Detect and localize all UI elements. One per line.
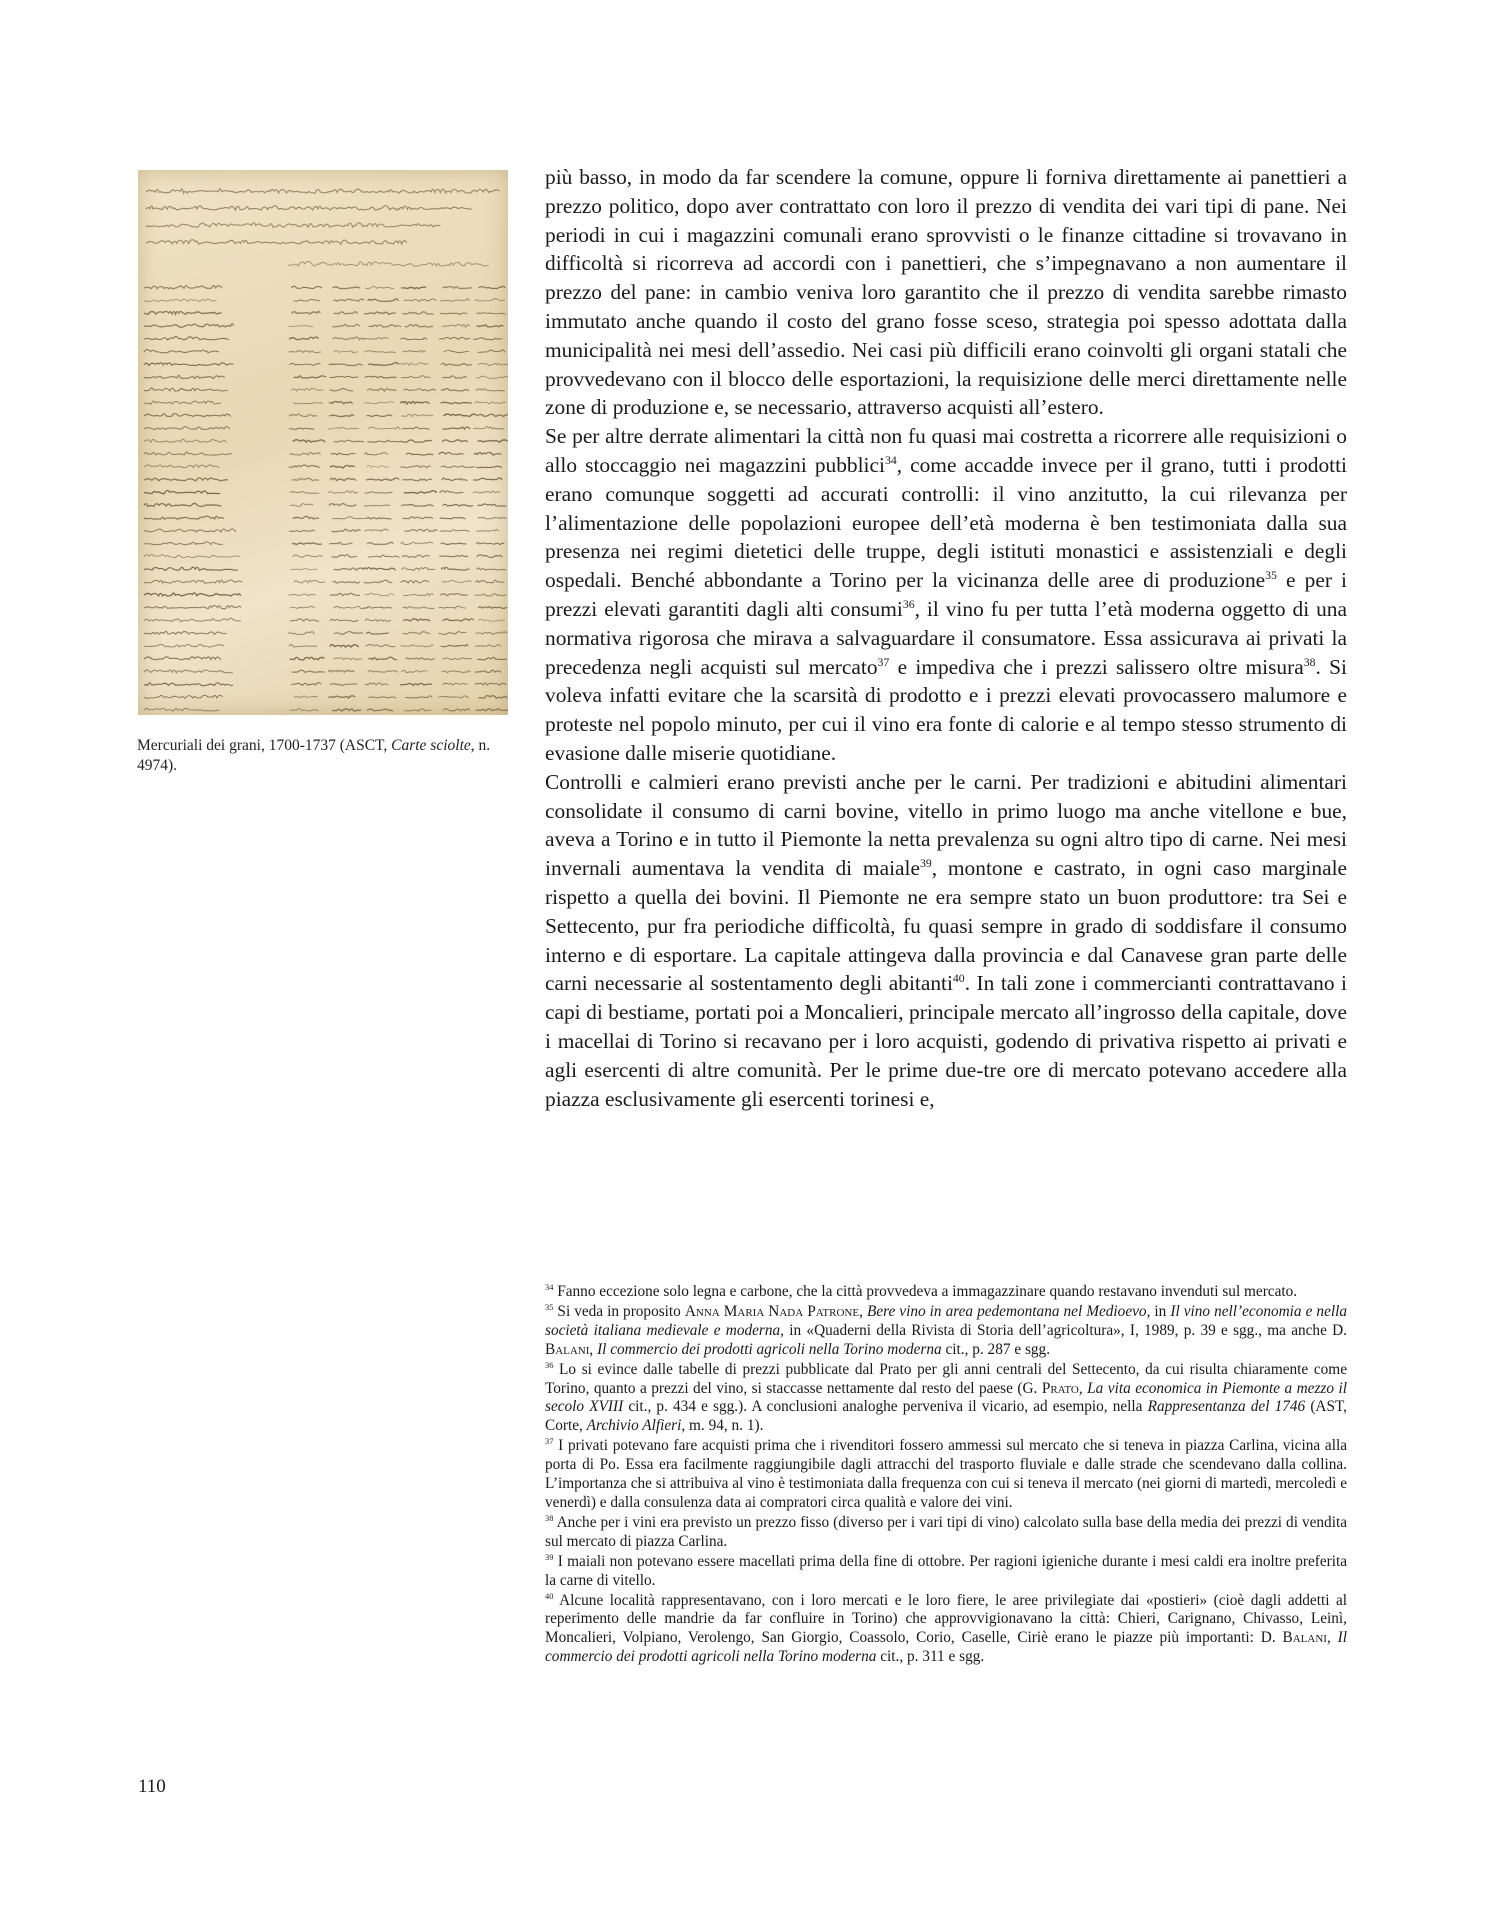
handwriting-stroke: [289, 351, 321, 353]
handwriting-stroke: [402, 517, 433, 519]
handwriting-stroke: [473, 491, 500, 493]
handwriting-stroke: [402, 555, 430, 557]
handwriting-stroke: [144, 375, 225, 378]
handwriting-stroke: [144, 593, 241, 596]
handwriting-stroke: [476, 543, 504, 545]
handwriting-stroke: [477, 414, 508, 416]
handwriting-stroke: [363, 568, 395, 571]
handwriting-stroke: [402, 632, 430, 634]
handwriting-stroke: [364, 505, 390, 506]
handwriting-stroke: [478, 286, 505, 288]
handwriting-stroke: [476, 376, 508, 378]
handwriting-stroke: [440, 594, 467, 596]
handwriting-stroke: [294, 580, 325, 583]
handwriting-stroke: [144, 324, 234, 328]
manuscript-ledger-image: [138, 170, 508, 715]
handwriting-stroke: [438, 632, 466, 635]
handwriting-stroke: [402, 568, 436, 571]
handwriting-stroke: [289, 465, 320, 468]
handwriting-stroke: [403, 619, 430, 621]
handwriting-stroke: [290, 657, 325, 660]
handwriting-stroke: [334, 312, 358, 314]
handwriting-stroke: [365, 492, 393, 493]
handwriting-stroke: [288, 261, 489, 266]
handwriting-stroke: [366, 478, 399, 480]
handwriting-stroke: [440, 299, 469, 302]
paragraph-2: Se per altre derrate alimentari la città non fu quasi mai costretta a ricorrere alle requisizioni o allo stoccaggio nei magazzini pubblici$^{34}$, come accadde invece per il grano, tutti i prodotti erano comunque soggetti ad accurati controlli: il vino anzitutto, la cui rilevanza per l’alimentazione delle popolazioni europee dell’età moderna è ben testimoniata dalla sua presenza nei regimi dietetici delle truppe, degli istituti monastici e assistenziali e degli ospedali. Benché abbondante a Torino per la vicinanza delle aree di produzione$^{35}$ e per i prezzi elevati garantiti dagli alti consumi$^{36}$, il vino fu per tutta l’età moderna oggetto di una normativa rigorosa che mirava a salvaguardare il consumatore. Essa assicurava ai privati la precedenza negli acquisti sul mercato$^{37}$ e impediva che i prezzi salissero oltre misura$^{38}$. Si voleva infatti evitare che la scarsità di prodotto e i prezzi elevati provocassero malumore e proteste nel popolo minuto, per cui il vino era fonte di calorie e al tempo stesso strumento di evasione dalle miserie quotidiane.: [545, 424, 1348, 765]
handwriting-stroke: [365, 683, 388, 685]
handwriting-stroke: [442, 580, 471, 582]
handwriting-stroke: [368, 299, 399, 302]
handwriting-stroke: [332, 287, 359, 289]
handwriting-stroke: [144, 670, 233, 673]
handwriting-stroke: [401, 414, 433, 416]
handwriting-stroke: [292, 311, 320, 314]
handwriting-stroke: [290, 492, 319, 494]
handwriting-stroke: [144, 695, 223, 698]
footnote-ref-36[interactable]: 36: [902, 597, 915, 611]
handwriting-stroke: [368, 555, 399, 557]
footnote-36: $^{36}$ Lo si evince dalle tabelle di prezzi pubblicate dal Prato per gli anni centrali del Settecento, da cui risulta chiaramente come Torino, quanto a prezzi del vino, si staccasse nettamente dal resto del paese (G. Prato, La vita economica in Piemonte a mezzo il secolo XVIII cit., p. 434 e sgg.). A conclusioni analoghe perveniva il vicario, ad esempio, nella Rappresentanza del 1746 (AST, Corte, Archivio Alfieri, m. 94, n. 1).: [545, 1360, 1348, 1435]
handwriting-stroke: [443, 683, 468, 685]
handwriting-stroke: [479, 696, 508, 699]
handwriting-stroke: [332, 324, 360, 327]
handwriting-stroke: [144, 708, 219, 711]
handwriting-stroke: [144, 631, 226, 634]
handwriting-stroke: [475, 632, 507, 635]
handwriting-stroke: [406, 453, 433, 455]
handwriting-stroke: [334, 351, 358, 353]
handwriting-stroke: [292, 670, 325, 672]
handwriting-stroke: [144, 555, 240, 558]
handwriting-stroke: [144, 606, 241, 609]
handwriting-stroke: [144, 286, 222, 289]
handwriting-stroke: [367, 465, 389, 467]
handwriting-stroke: [473, 427, 504, 430]
handwriting-stroke: [332, 517, 367, 519]
handwriting-stroke: [293, 555, 323, 558]
handwriting-stroke: [331, 453, 356, 455]
footnote-40: $^{40}$ Alcune località rappresentavano, con i loro mercati e le loro fiere, le aree privilegiate dai «postieri» (cioè dagli addetti al reperimento delle mandrie da far confluire in Torino) che approvvigionavano la città: Chieri, Carignano, Chivasso, Leinì, Moncalieri, Volpiano, Verolengo, San Giorgio, Coassolo, Corio, Caselle, Ciriè erano le piazze più importanti: D. Balani, Il commercio dei prodotti agricoli nella Torino moderna cit., p. 311 e sgg.: [545, 1591, 1347, 1666]
handwriting-stroke: [144, 414, 231, 417]
handwriting-stroke: [478, 350, 505, 353]
handwriting-stroke: [144, 363, 233, 366]
handwriting-stroke: [403, 607, 434, 609]
handwriting-stroke: [441, 466, 475, 468]
handwriting-stroke: [473, 478, 502, 480]
handwriting-stroke: [475, 683, 506, 685]
handwriting-stroke: [474, 299, 505, 301]
handwriting-stroke: [442, 324, 470, 327]
handwriting-stroke: [474, 594, 506, 596]
handwriting-stroke: [333, 581, 360, 583]
handwriting-stroke: [443, 504, 473, 506]
handwriting-stroke: [405, 325, 433, 327]
handwriting-stroke: [364, 580, 393, 583]
handwriting-stroke: [364, 312, 395, 314]
handwriting-stroke: [144, 580, 242, 583]
handwriting-stroke: [401, 287, 426, 289]
handwriting-stroke: [330, 684, 357, 686]
footnote-ref-40[interactable]: 40: [952, 972, 965, 986]
handwriting-stroke: [440, 313, 467, 314]
handwriting-stroke: [288, 632, 314, 635]
handwriting-stroke: [401, 645, 434, 647]
handwriting-stroke: [367, 517, 391, 519]
handwriting-stroke: [144, 452, 232, 455]
handwriting-stroke: [439, 555, 468, 557]
footnote-35: $^{35}$ Si veda in proposito Anna Maria Nada Patrone, Bere vino in area pedemontana nel Medioevo, in Il vino nell’economia e nella società italiana medievale e moderna, in «Quaderni della Rivista di Storia dell’agricoltura», I, 1989, p. 39 e sgg., ma anche D. Balani, Il commercio dei prodotti agricoli nella Torino moderna cit., p. 287 e sgg.: [545, 1302, 1348, 1358]
handwriting-stroke: [329, 415, 354, 417]
handwriting-stroke: [329, 364, 363, 366]
handwriting-stroke: [442, 376, 467, 378]
handwriting-stroke: [329, 504, 356, 506]
handwriting-stroke: [334, 568, 364, 570]
handwriting-stroke: [475, 645, 501, 647]
handwriting-stroke: [443, 709, 470, 711]
handwriting-stroke: [364, 351, 396, 353]
handwriting-stroke: [365, 453, 388, 455]
handwriting-stroke: [440, 491, 464, 493]
handwriting-stroke: [443, 658, 472, 660]
paragraph-1: più basso, in modo da far scendere la comune, oppure li forniva direttamente ai panettieri a prezzo politico, dopo aver contrattato con loro il prezzo di vendita dei vari tipi di pane. Nei periodi in cui i magazzini comunali erano sprovvisti o le finanze cittadine si trovavano in difficoltà si ricorreva ad accordi con i panettieri, che s’impegnavano a non aumentare il prezzo del pane: in cambio veniva loro garantito che il prezzo di vendita sarebbe rimasto immutato anche quando il costo del grano fosse sceso, strategia poi spesso adottata dalla municipalità nei mesi dell’assedio. Nei casi più difficili erano coinvolti gli organi statali che provvedevano con il blocco delle esportazioni, la requisizione delle merci direttamente nelle zone di produzione e, se necessario, attraverso acquisti all’estero.: [545, 165, 1347, 420]
footnote-38: $^{38}$ Anche per i vini era previsto un prezzo fisso (diverso per i vari tipi di vino) calcolato sulla base della media dei prezzi di vendita sul mercato di piazza Carlina.: [545, 1513, 1347, 1550]
handwriting-stroke: [328, 670, 354, 672]
footnote-ref-35[interactable]: 35: [1265, 569, 1277, 583]
handwriting-stroke: [289, 594, 316, 596]
handwriting-stroke: [363, 607, 391, 609]
handwriting-stroke: [293, 440, 325, 442]
handwriting-stroke: [404, 491, 437, 494]
handwriting-stroke: [330, 465, 355, 468]
handwriting-stroke: [330, 478, 356, 480]
handwriting-stroke: [405, 696, 432, 698]
handwriting-stroke: [291, 683, 321, 686]
handwriting-stroke: [290, 606, 315, 608]
handwriting-stroke: [328, 427, 359, 429]
handwriting-stroke: [367, 709, 393, 711]
handwriting-stroke: [144, 657, 221, 660]
handwriting-stroke: [291, 569, 318, 570]
handwriting-stroke: [328, 696, 355, 698]
handwriting-stroke: [400, 466, 431, 468]
handwriting-stroke: [401, 505, 433, 507]
handwriting-stroke: [144, 567, 238, 570]
handwriting-stroke: [401, 542, 433, 544]
handwriting-stroke: [289, 530, 315, 532]
handwriting-stroke: [369, 697, 397, 698]
handwriting-stroke: [144, 683, 233, 686]
handwriting-stroke: [329, 542, 352, 544]
handwriting-stroke: [368, 657, 396, 660]
handwriting-stroke: [290, 452, 321, 454]
handwriting-stroke: [293, 403, 323, 404]
handwriting-stroke: [438, 696, 468, 698]
handwriting-stroke: [368, 670, 398, 672]
handwriting-stroke: [477, 504, 506, 506]
handwriting-stroke: [442, 478, 468, 481]
handwriting-stroke: [144, 299, 217, 302]
handwriting-stroke: [403, 350, 426, 352]
handwriting-stroke: [363, 337, 389, 339]
handwriting-stroke: [477, 568, 507, 570]
handwriting-stroke: [144, 439, 227, 442]
handwriting-stroke: [474, 452, 501, 455]
handwriting-stroke: [441, 363, 472, 365]
figure-caption: Mercuriali dei grani, 1700-1737 (ASCT, Carte sciolte, n. 4974).: [137, 737, 491, 774]
handwriting-stroke: [144, 350, 219, 353]
handwriting-stroke: [406, 658, 435, 660]
handwriting-stroke: [146, 240, 407, 244]
handwriting-stroke: [144, 644, 224, 647]
handwriting-stroke: [293, 516, 319, 519]
handwriting-stroke: [330, 593, 360, 595]
handwriting-stroke: [442, 427, 470, 429]
handwriting-stroke: [144, 336, 229, 339]
handwriting-stroke: [404, 299, 436, 302]
handwriting-stroke: [365, 619, 391, 622]
handwriting-stroke: [403, 594, 433, 596]
handwriting-stroke: [475, 580, 504, 582]
handwriting-stroke: [292, 286, 322, 288]
handwriting-stroke: [364, 529, 388, 531]
handwriting-stroke: [473, 338, 502, 340]
handwriting-stroke: [333, 658, 362, 660]
handwriting-stroke: [334, 299, 365, 301]
handwriting-stroke: [294, 696, 318, 698]
footnote-37: $^{37}$ I privati potevano fare acquisti prima che i rivenditori fossero ammessi sul mercato che si teneva in piazza Carlina, vicina alla porta di Po. Essa era facilmente raggiungibile dagli attracchi del trasporto fluviale e dalle strade che scendevano dalla collina. L’importanza che si attribuiva al vino è testimoniata dalla frequenza con cui si teneva il mercato (nei giorni di martedì, mercoledì e venerdì) e dalla consulenza data ai compratori circa qualità e valore dei vini.: [545, 1437, 1347, 1511]
handwriting-stroke: [332, 555, 357, 558]
handwriting-stroke: [292, 543, 322, 545]
page-number: 110: [138, 1776, 166, 1797]
handwriting-stroke: [476, 529, 498, 531]
handwriting-stroke: [439, 337, 470, 339]
handwriting-stroke: [329, 402, 352, 404]
handwriting-stroke: [144, 529, 236, 532]
handwriting-stroke: [442, 440, 468, 442]
handwriting-stroke: [144, 618, 241, 621]
handwriting-stroke: [475, 402, 506, 404]
handwriting-stroke: [144, 491, 220, 494]
handwriting-stroke: [441, 645, 469, 647]
handwriting-stroke: [476, 389, 505, 391]
footnotes: [545, 1283, 1347, 1668]
handwriting-stroke: [477, 440, 507, 442]
handwriting-stroke: [477, 313, 506, 315]
handwriting-stroke: [365, 286, 394, 288]
handwriting-stroke: [401, 581, 429, 583]
paragraph-3: Controlli e calmieri erano previsti anche per le carni. Per tradizioni e abitudini alimentari consolidate il consumo di carni bovine, vitello in primo luogo ma anche vitellone e bue, aveva a Torino e in tutto il Piemonte la netta prevalenza su ogni altro tipo di carne. Nei mesi invernali aumentava la vendita di maiale$^{39}$, montone e castrato, in ogni caso marginale rispetto a quella dei bovini. Il Piemonte ne era sempre stato un buon produttore: tra Sei e Settecento, pur fra periodiche difficoltà, fu quasi sempre in grado di soddisfare il consumo interno e di esportare. La capitale attingeva dalla provincia e dal Canavese gran parte delle carni necessarie al sostentamento degli abitanti$^{40}$. In tali zone i commercianti contrattavano i capi di bestiame, portati poi a Moncalieri, principale mercato all’ingrosso della capitale, dove i macellai di Torino si recavano per i loro acquisti, godendo di privativa rispetto ai privati e agli esercenti di altre comunità. Per le prime due-tre ore di mercato potevano accedere alla piazza esclusivamente gli esercenti torinesi e,: [545, 769, 1348, 1111]
handwriting-stroke: [404, 389, 436, 391]
handwriting-stroke: [289, 337, 319, 340]
handwriting-stroke: [477, 555, 503, 558]
handwriting-stroke: [443, 287, 472, 289]
handwriting-stroke: [402, 427, 430, 429]
handwriting-stroke: [476, 709, 508, 711]
footnote-ref-34[interactable]: 34: [884, 453, 897, 467]
handwriting-stroke: [144, 465, 219, 468]
handwriting-stroke: [441, 402, 472, 404]
handwriting-stroke: [330, 645, 359, 647]
ledger-handwriting: [138, 170, 508, 715]
handwriting-stroke: [478, 363, 508, 365]
handwriting-stroke: [289, 325, 313, 327]
handwriting-stroke: [144, 311, 222, 314]
footnote-ref-38[interactable]: 38: [1303, 655, 1316, 669]
handwriting-stroke: [476, 466, 502, 467]
handwriting-stroke: [334, 632, 363, 635]
handwriting-stroke: [368, 427, 400, 429]
handwriting-stroke: [330, 376, 359, 377]
main-text: [545, 163, 1347, 1113]
handwriting-stroke: [444, 350, 469, 352]
handwriting-stroke: [333, 337, 365, 340]
handwriting-stroke: [366, 415, 392, 417]
handwriting-stroke: [293, 300, 320, 302]
handwriting-stroke: [401, 670, 427, 672]
handwriting-stroke: [294, 376, 326, 378]
handwriting-stroke: [400, 363, 428, 366]
handwriting-stroke: [144, 478, 228, 481]
handwriting-stroke: [476, 325, 503, 327]
handwriting-stroke: [402, 312, 433, 315]
handwriting-stroke: [477, 657, 506, 660]
handwriting-stroke: [400, 402, 429, 404]
handwriting-stroke: [443, 619, 474, 621]
handwriting-stroke: [366, 645, 396, 647]
handwriting-stroke: [401, 376, 430, 379]
handwriting-stroke: [330, 388, 354, 391]
handwriting-stroke: [443, 414, 476, 416]
handwriting-stroke: [289, 709, 318, 711]
handwriting-stroke: [369, 325, 401, 327]
handwriting-stroke: [290, 619, 319, 622]
handwriting-stroke: [144, 516, 224, 519]
handwriting-stroke: [439, 606, 466, 608]
handwriting-stroke: [144, 401, 221, 404]
handwriting-stroke: [478, 607, 507, 609]
handwriting-stroke: [405, 529, 438, 531]
handwriting-stroke: [365, 376, 397, 378]
handwriting-stroke: [292, 478, 319, 480]
footnote-39: $^{39}$ I maiali non potevano essere macellati prima della fine di ottobre. Per ragioni igieniche durante i mesi caldi era inoltre preferita la carne di vitello.: [545, 1552, 1347, 1589]
handwriting-stroke: [401, 338, 428, 340]
handwriting-stroke: [478, 619, 505, 621]
handwriting-stroke: [331, 529, 360, 532]
handwriting-stroke: [330, 619, 358, 621]
handwriting-stroke: [478, 517, 507, 518]
handwriting-stroke: [368, 363, 399, 366]
handwriting-stroke: [146, 189, 500, 193]
handwriting-stroke: [146, 223, 441, 228]
handwriting-stroke: [367, 389, 396, 391]
handwriting-stroke: [144, 388, 228, 391]
handwriting-stroke: [328, 491, 358, 494]
handwriting-stroke: [367, 542, 393, 544]
handwriting-stroke: [440, 530, 470, 532]
handwriting-stroke: [332, 709, 361, 711]
handwriting-stroke: [291, 388, 323, 391]
handwriting-stroke: [440, 518, 466, 519]
handwriting-stroke: [144, 503, 221, 506]
footnote-34: $^{34}$ Fanno eccezione solo legna e carbone, che la città provvedeva a immagazzinare quando restavano invenduti sul mercato.: [545, 1282, 1298, 1300]
handwriting-stroke: [289, 645, 317, 647]
handwriting-stroke: [402, 440, 432, 442]
handwriting-stroke: [334, 440, 364, 442]
handwriting-stroke: [146, 206, 472, 210]
handwriting-stroke: [400, 683, 432, 685]
handwriting-stroke: [366, 632, 389, 634]
handwriting-stroke: [364, 402, 394, 404]
handwriting-stroke: [441, 567, 469, 570]
handwriting-stroke: [289, 428, 315, 429]
handwriting-stroke: [144, 427, 230, 430]
handwriting-stroke: [439, 452, 464, 454]
handwriting-stroke: [289, 414, 317, 416]
handwriting-stroke: [290, 504, 313, 507]
footnote-ref-37[interactable]: 37: [877, 655, 890, 669]
handwriting-stroke: [475, 670, 502, 672]
handwriting-stroke: [144, 542, 223, 545]
handwriting-stroke: [367, 440, 401, 442]
handwriting-stroke: [402, 479, 432, 481]
footnote-ref-39[interactable]: 39: [919, 857, 932, 870]
handwriting-stroke: [365, 593, 394, 596]
handwriting-stroke: [441, 389, 469, 391]
handwriting-stroke: [441, 543, 467, 544]
handwriting-stroke: [404, 709, 431, 711]
handwriting-stroke: [442, 671, 470, 673]
handwriting-stroke: [289, 363, 320, 365]
